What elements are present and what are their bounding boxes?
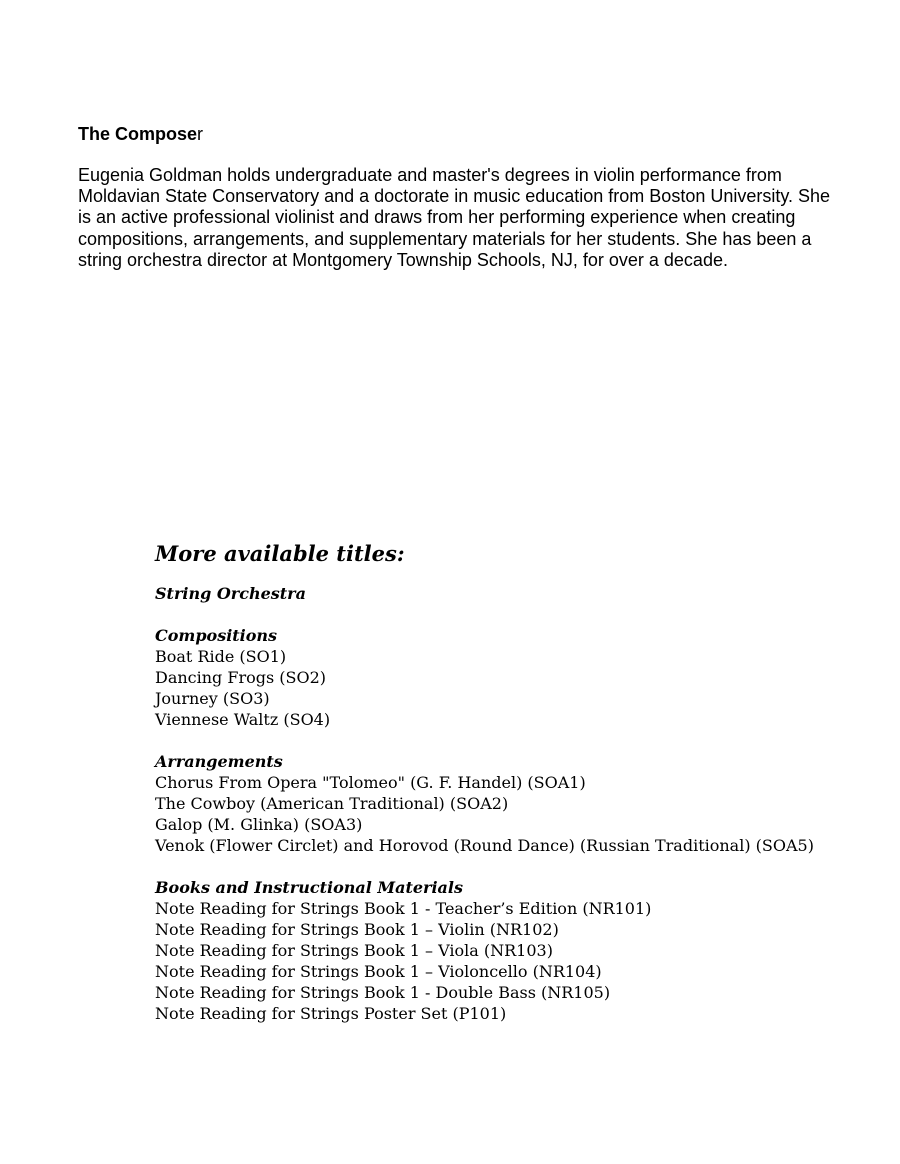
- compositions-group: [155, 625, 875, 730]
- composer-heading-bold: The Compose: [78, 124, 198, 144]
- list-item: Dancing Frogs (SO2): [155, 668, 327, 687]
- books-heading: Books and Instructional Materials: [155, 878, 464, 897]
- list-item: Note Reading for Strings Book 1 – Viola (NR103): [155, 941, 553, 960]
- list-item: Chorus From Opera "Tolomeo" (G. F. Handel) (SOA1): [155, 773, 586, 792]
- list-item: The Cowboy (American Traditional) (SOA2): [155, 794, 509, 813]
- arrangements-heading: Arrangements: [155, 752, 283, 771]
- list-item: Note Reading for Strings Book 1 – Violin (NR102): [155, 920, 559, 939]
- list-item: Boat Ride (SO1): [155, 647, 287, 666]
- list-item: Viennese Waltz (SO4): [155, 710, 331, 729]
- books-group: [155, 877, 875, 1024]
- list-item: Note Reading for Strings Poster Set (P101): [155, 1004, 507, 1023]
- string-orchestra-heading: String Orchestra: [155, 584, 306, 603]
- available-titles-heading: More available titles:: [155, 541, 405, 566]
- list-item: Note Reading for Strings Book 1 - Teacher’s Edition (NR101): [155, 899, 652, 918]
- list-item: Galop (M. Glinka) (SOA3): [155, 815, 363, 834]
- arrangements-list: [155, 772, 875, 856]
- compositions-list: [155, 646, 875, 730]
- arrangements-group: [155, 751, 875, 856]
- available-titles-section: [155, 539, 875, 1045]
- list-item: Note Reading for Strings Book 1 – Violoncello (NR104): [155, 962, 602, 981]
- list-item: Note Reading for Strings Book 1 - Double Bass (NR105): [155, 983, 611, 1002]
- composer-section: [78, 123, 838, 271]
- composer-heading: [78, 123, 838, 145]
- composer-heading-tail: r: [197, 124, 204, 144]
- list-item: Journey (SO3): [155, 689, 270, 708]
- compositions-heading: Compositions: [155, 626, 278, 645]
- composer-bio: Eugenia Goldman holds undergraduate and master's degrees in violin performance from Moldavian State Conservatory and a doctorate in music education from Boston University. She is an active professional violinist and draws from her performing experience when creating compositions, arrangements, and supplementary materials for her students. She has been a string orchestra director at Montgomery Township Schools, NJ, for over a decade.: [78, 165, 831, 270]
- list-item: Venok (Flower Circlet) and Horovod (Round Dance) (Russian Traditional) (SOA5): [155, 836, 814, 855]
- books-list: [155, 898, 875, 1024]
